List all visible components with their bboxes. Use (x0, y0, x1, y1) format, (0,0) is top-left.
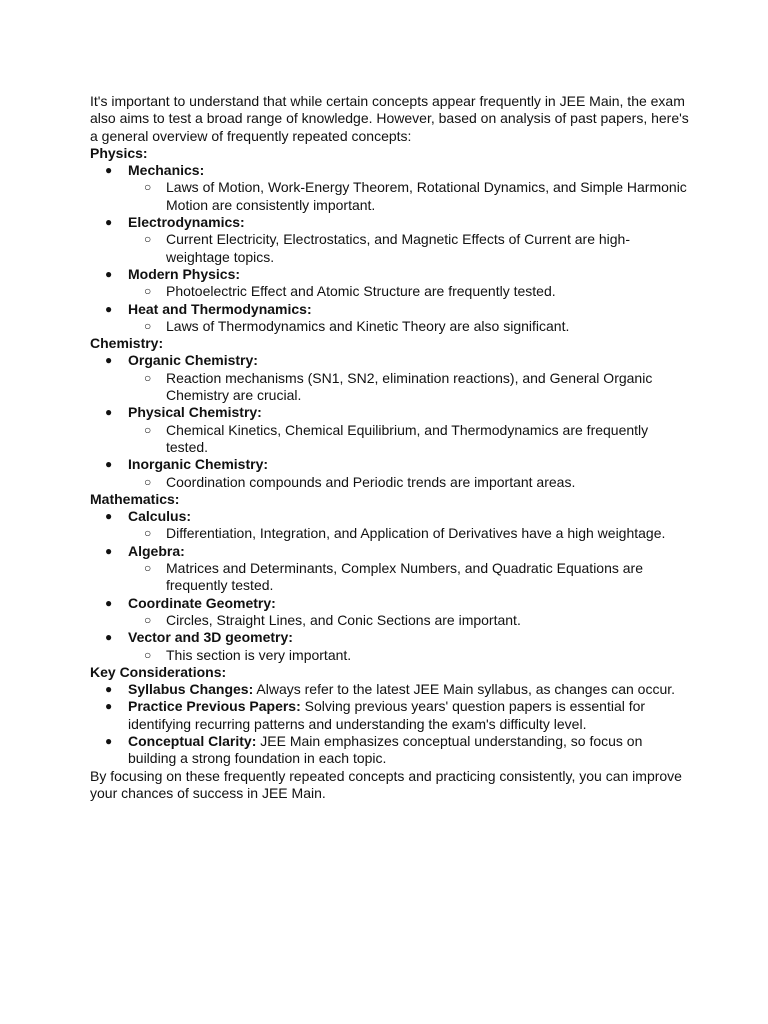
chemistry-heading: Chemistry: (90, 335, 164, 352)
mathematics-list (90, 508, 690, 664)
chemistry-item-organic (90, 352, 690, 404)
item-detail: ○ Laws of Thermodynamics and Kinetic Theory are also significant. (128, 318, 690, 335)
consideration-item-conceptual-clarity (90, 733, 690, 768)
item-title: Syllabus Changes: (128, 681, 254, 698)
item-title: Calculus: (128, 508, 192, 525)
item-detail: ○ Reaction mechanisms (SN1, SN2, elimination reactions), and General Organic Chemistry are crucial. (128, 370, 690, 405)
item-text: Always refer to the latest JEE Main syllabus, as changes can occur. (253, 681, 676, 698)
item-detail: ○ Differentiation, Integration, and Application of Derivatives have a high weightage. (128, 525, 690, 542)
conclusion-paragraph: By focusing on these frequently repeated concepts and practicing consistently, you can improve your chances of success in JEE Main. (90, 767, 682, 801)
item-title: Conceptual Clarity: (128, 732, 257, 749)
item-detail: ○ Photoelectric Effect and Atomic Structure are frequently tested. (128, 283, 690, 300)
item-title: Coordinate Geometry: (128, 594, 276, 611)
item-text: Solving previous years' question papers is essential for identifying recurring patterns and understanding the exam's difficulty level. (128, 698, 646, 732)
physics-item-mechanics (90, 162, 690, 214)
item-text: JEE Main emphasizes conceptual understanding, so focus on building a strong foundation in each topic. (128, 732, 643, 767)
item-title: Electrodynamics: (128, 214, 245, 231)
item-title: Mechanics: (128, 162, 205, 179)
considerations-list (90, 681, 690, 767)
mathematics-heading: Mathematics: (90, 490, 180, 507)
item-title: Modern Physics: (128, 265, 241, 282)
item-detail: ○ Chemical Kinetics, Chemical Equilibrium, and Thermodynamics are frequently tested. (128, 422, 690, 457)
chemistry-item-inorganic (90, 456, 690, 491)
consideration-item-syllabus (90, 681, 690, 698)
physics-item-electrodynamics (90, 214, 690, 266)
item-title: Vector and 3D geometry: (128, 629, 293, 646)
item-detail: ○ This section is very important. (128, 647, 690, 664)
item-detail: ○ Current Electricity, Electrostatics, and Magnetic Effects of Current are high-weightage topics. (128, 231, 690, 266)
physics-heading: Physics: (90, 144, 148, 161)
physics-item-modern-physics (90, 266, 690, 301)
item-detail: ○ Matrices and Determinants, Complex Numbers, and Quadratic Equations are frequently tested. (128, 560, 690, 595)
item-detail: ○ Circles, Straight Lines, and Conic Sections are important. (128, 612, 690, 629)
chemistry-item-physical (90, 404, 690, 456)
considerations-heading: Key Considerations: (90, 663, 227, 680)
mathematics-item-calculus (90, 508, 690, 543)
item-detail: ○ Coordination compounds and Periodic trends are important areas. (128, 474, 690, 491)
consideration-item-previous-papers (90, 698, 690, 733)
item-title: Organic Chemistry: (128, 352, 258, 369)
mathematics-item-vector-3d (90, 629, 690, 664)
item-title: Algebra: (128, 542, 185, 559)
item-detail: ○ Laws of Motion, Work-Energy Theorem, Rotational Dynamics, and Simple Harmonic Motion are consistently important. (128, 179, 690, 214)
item-title: Heat and Thermodynamics: (128, 300, 312, 317)
item-title: Practice Previous Papers: (128, 698, 301, 715)
document-body (90, 93, 690, 802)
physics-list (90, 162, 690, 335)
physics-item-thermodynamics (90, 301, 690, 336)
intro-paragraph: It's important to understand that while certain concepts appear frequently in JEE Main, the exam also aims to test a broad range of knowledge. However, based on analysis of past papers, here's a general overview of frequently repeated concepts: (90, 93, 689, 144)
chemistry-list (90, 352, 690, 490)
item-title: Inorganic Chemistry: (128, 456, 269, 473)
mathematics-item-coordinate-geometry (90, 595, 690, 630)
mathematics-item-algebra (90, 543, 690, 595)
item-title: Physical Chemistry: (128, 404, 262, 421)
